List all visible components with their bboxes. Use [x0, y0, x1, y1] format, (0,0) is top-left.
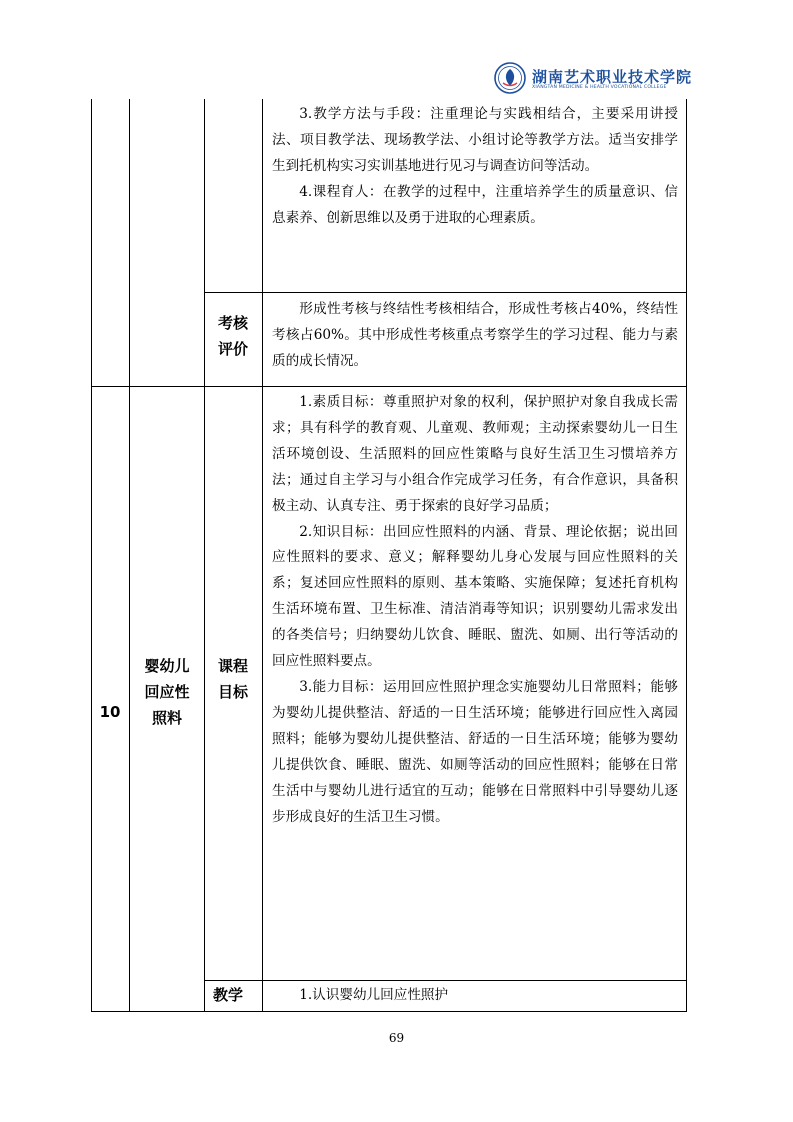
goal-paragraph: 3.能力目标：运用回应性照护理念实施婴幼儿日常照料；能够为婴幼儿提供整洁、舒适的一日生活环境；能够进行回应性入离园照料；能够为婴幼儿提供整洁、舒适的一日生活环境；能够为婴幼儿提供饮食、睡眠、盥洗、如厕等活动的回应性照料；能够在日常生活中与婴幼儿进行适宜的互动；能够在日常照料中引导婴幼儿逐步形成良好的生活卫生习惯。	[272, 678, 678, 825]
teaching-first-item: 1.认识婴幼儿回应性照护	[299, 987, 449, 1003]
row-divider-course-10	[91, 386, 687, 387]
teaching-paragraph: 4.课程育人：在教学的过程中，注重培养学生的质量意识、信息素养、创新思维以及勇于进取的心理素质。	[272, 183, 678, 226]
row-divider-teaching	[204, 980, 687, 981]
column-divider-2	[204, 99, 205, 1012]
assessment-text: 形成性考核与终结性考核相结合，形成性考核占40%，终结性考核占60%。其中形成性考核重点考察学生的学习过程、能力与素质的成长情况。	[272, 301, 678, 369]
school-emblem-icon	[494, 62, 526, 94]
teaching-content	[272, 983, 678, 1009]
assessment-label: 考核评价	[217, 314, 248, 358]
teaching-label: 教学	[213, 986, 244, 1004]
goal-paragraph: 2.知识目标：出回应性照料的内涵、背景、理论依据；说出回应性照料的要求、意义；解释婴幼儿身心发展与回应性照料的关系；复述回应性照料的原则、基本策略、实施保障；复述托育机构生活环境布置、卫生标准、清洁消毒等知识；识别婴幼儿需求发出的各类信号；归纳婴幼儿饮食、睡眠、盥洗、如厕、出行等活动的回应性照料要点。	[272, 523, 678, 670]
school-name: 湖南艺术职业技术学院	[532, 68, 693, 86]
table-border-bottom	[91, 1011, 687, 1012]
table-border-left	[91, 99, 92, 1012]
teaching-content-prev	[272, 102, 678, 232]
goal-label: 课程目标	[217, 657, 248, 701]
curriculum-table	[91, 99, 687, 1012]
school-name-en: XIANGTAN MEDICINE & HEALTH VOCATIONAL COLLEGE	[532, 85, 667, 90]
page-header	[0, 0, 793, 100]
column-divider-1	[129, 99, 130, 1012]
goal-paragraph: 1.素质目标：尊重照护对象的权利，保护照护对象自我成长需求；具有科学的教育观、儿童观、教师观；主动探索婴幼儿一日生活环境创设、生活照料的回应性策略与良好生活卫生习惯培养方法；通过自主学习与小组合作完成学习任务，有合作意识，具备积极主动、认真专注、勇于探索的良好学习品质；	[272, 394, 678, 514]
teaching-paragraph: 3.教学方法与手段：注重理论与实践相结合，主要采用讲授法、项目教学法、现场教学法、小组讨论等教学方法。适当安排学生到托机构实习实训基地进行见习与调查访问等活动。	[272, 106, 678, 174]
page-number: 69	[388, 1031, 405, 1045]
row-divider-assessment	[204, 292, 687, 293]
assessment-content	[272, 297, 678, 375]
column-divider-3	[262, 99, 263, 1012]
goal-content	[272, 390, 678, 830]
course-name: 婴幼儿回应性照料	[144, 657, 190, 727]
course-number: 10	[99, 703, 121, 721]
table-border-right	[686, 99, 687, 1012]
